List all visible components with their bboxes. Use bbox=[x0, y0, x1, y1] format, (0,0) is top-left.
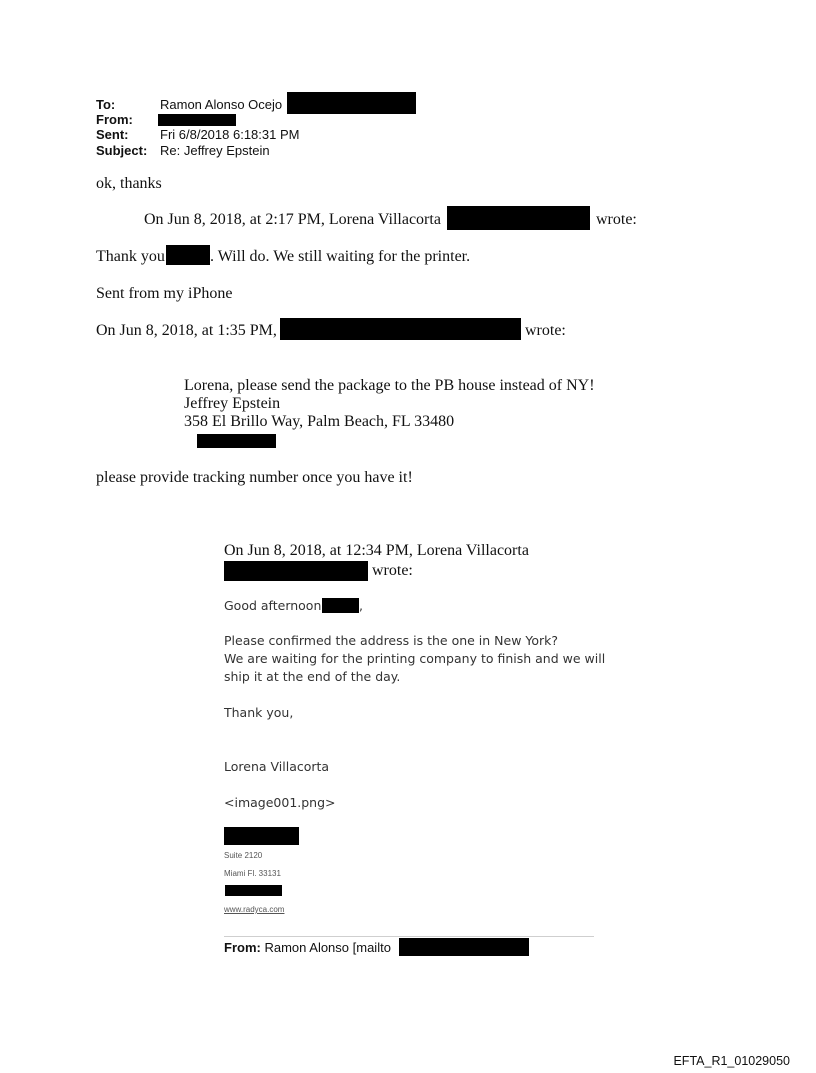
sent-label: Sent: bbox=[96, 127, 129, 142]
redaction-box bbox=[287, 92, 416, 114]
quote-attribution: On Jun 8, 2018, at 2:17 PM, Lorena Villacorta bbox=[144, 211, 441, 228]
redaction-box bbox=[224, 561, 368, 581]
message-line: Please confirmed the address is the one in New York? bbox=[224, 633, 559, 648]
subject-value: Re: Jeffrey Epstein bbox=[160, 143, 270, 158]
quote-wrote: wrote: bbox=[525, 322, 566, 339]
quote-attribution: On Jun 8, 2018, at 12:34 PM, Lorena Villacorta bbox=[224, 542, 529, 559]
redaction-box bbox=[280, 318, 521, 340]
from-line-label: From: bbox=[224, 940, 261, 955]
redaction-box bbox=[225, 885, 282, 896]
greeting-comma: , bbox=[359, 598, 363, 613]
address-line: 358 El Brillo Way, Palm Beach, FL 33480 bbox=[184, 413, 455, 430]
sent-from-line: Sent from my iPhone bbox=[96, 285, 233, 302]
redaction-box bbox=[158, 114, 236, 126]
signature-city: Miami Fl. 33131 bbox=[224, 869, 281, 878]
divider bbox=[224, 936, 594, 937]
to-label: To: bbox=[96, 97, 116, 112]
message-line: ship it at the end of the day. bbox=[224, 669, 401, 684]
redaction-box bbox=[197, 434, 276, 448]
redaction-box bbox=[322, 598, 359, 613]
document-id: EFTA_R1_01029050 bbox=[673, 1054, 790, 1068]
closing: Thank you, bbox=[224, 705, 294, 720]
from-line-value: Ramon Alonso [mailto bbox=[264, 940, 391, 955]
signature-website-link[interactable]: www.radyca.com bbox=[224, 905, 285, 914]
signature-suite: Suite 2120 bbox=[224, 851, 263, 860]
quote-attribution: On Jun 8, 2018, at 1:35 PM, bbox=[96, 322, 277, 339]
quote-wrote: wrote: bbox=[372, 562, 413, 579]
tracking-request: please provide tracking number once you have it! bbox=[96, 469, 413, 486]
signer-name: Jeffrey Epstein bbox=[184, 395, 281, 412]
to-value: Ramon Alonso Ocejo bbox=[160, 97, 283, 112]
greeting: Good afternoon bbox=[224, 598, 322, 613]
redaction-box bbox=[224, 827, 299, 845]
instruction-line: Lorena, please send the package to the PB house instead of NY! bbox=[184, 377, 595, 394]
redaction-box bbox=[399, 938, 529, 956]
from-label: From: bbox=[96, 112, 133, 127]
sent-value: Fri 6/8/2018 6:18:31 PM bbox=[160, 127, 300, 142]
redaction-box bbox=[166, 245, 210, 265]
subject-label: Subject: bbox=[96, 143, 148, 158]
message-line: We are waiting for the printing company to finish and we will bbox=[224, 651, 606, 666]
signature-name: Lorena Villacorta bbox=[224, 759, 330, 774]
reply-text: ok, thanks bbox=[96, 175, 162, 192]
forwarded-from-line bbox=[224, 940, 391, 955]
thank-you-suffix: . Will do. We still waiting for the printer. bbox=[210, 248, 471, 265]
quote-wrote: wrote: bbox=[596, 211, 637, 228]
thank-you-prefix: Thank you bbox=[96, 248, 165, 265]
redaction-box bbox=[447, 206, 590, 230]
image-placeholder: <image001.png> bbox=[224, 795, 336, 810]
